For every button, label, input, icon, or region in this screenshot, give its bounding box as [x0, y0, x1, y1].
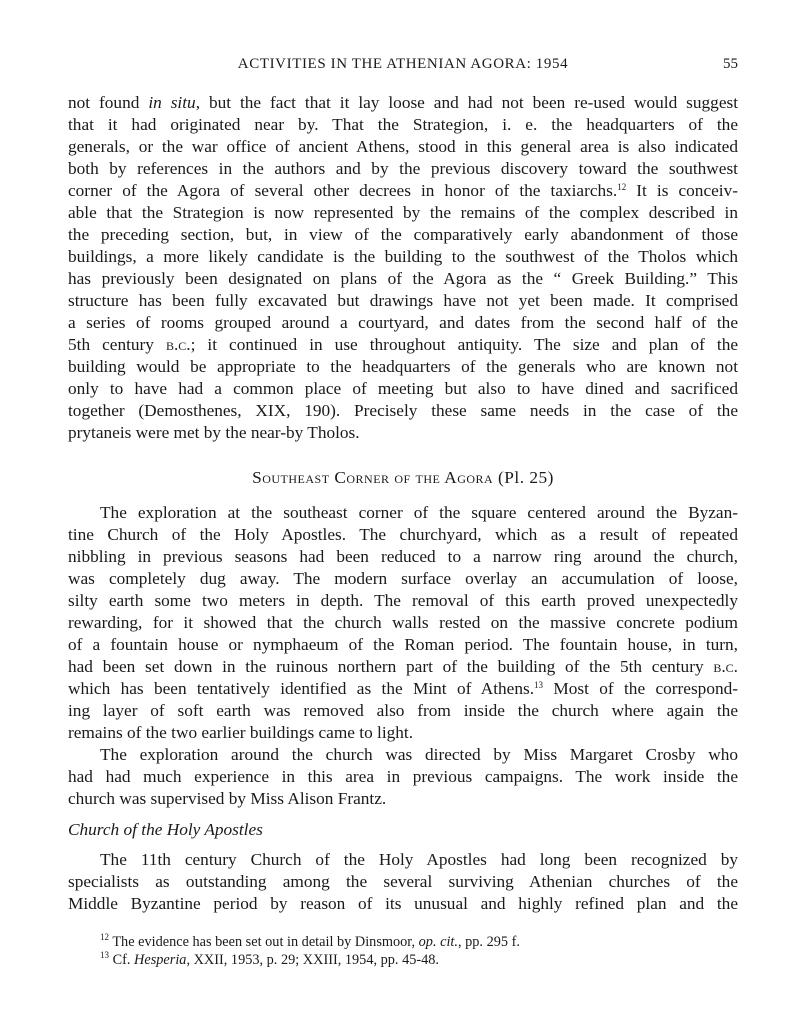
body-line: a series of rooms grouped around a courtyard, and dates from the second half of the	[68, 313, 738, 332]
body-line: specialists as outstanding among the several surviving Athenian churches of the	[68, 872, 738, 891]
body-line: which has been tentatively identified as the Mint of Athens.$^{13}$ Most of the correspond-	[68, 679, 738, 698]
body-line: remains of the two earlier buildings came to light.	[68, 723, 414, 742]
footnote-ref[interactable]: 13	[534, 680, 544, 690]
body-line: generals, or the war office of ancient Athens, stood in this general area is also indicated	[68, 137, 738, 156]
body-line: together (Demosthenes, XIX, 190). Precisely these same needs in the case of the	[68, 401, 738, 420]
body-line: 5th century b.c.; it continued in use throughout antiquity. The size and plan of the	[68, 335, 739, 354]
footnote-ref[interactable]: 12	[617, 182, 627, 192]
body-line: had had much experience in this area in previous campaigns. The work inside the	[68, 767, 738, 786]
body-line: was completely dug away. The modern surface overlay an accumulation of loose,	[68, 569, 738, 588]
subsection-heading: Church of the Holy Apostles	[68, 820, 263, 839]
body-line: that it had originated near by. That the Strategion, i. e. the headquarters of the	[68, 115, 738, 134]
body-line: has previously been designated on plans of the Agora as the “ Greek Building.” This	[68, 269, 738, 288]
body-line: corner of the Agora of several other decrees in honor of the taxiarchs.$^{12}$ It is conceiv-	[68, 181, 738, 200]
body-line: of a fountain house or nymphaeum of the Roman period. The fountain house, in turn,	[68, 635, 738, 654]
body-line: had been set down in the ruinous northern part of the building of the 5th century b.c.	[68, 657, 738, 676]
body-line: nibbling in previous seasons had been reduced to a narrow ring around the church,	[68, 547, 738, 566]
body-line: Middle Byzantine period by reason of its unusual and highly refined plan and the	[68, 894, 738, 913]
body-line: structure has been fully excavated but drawings have not yet been made. It comprised	[68, 291, 738, 310]
footnote-13: $^{13}$ Cf. Hesperia, XXII, 1953, p. 29; XXIII, 1954, pp. 45-48.	[100, 950, 440, 968]
body-line: both by references in the authors and by the previous discovery toward the southwest	[68, 159, 738, 178]
body-line: not found in situ, but the fact that it lay loose and had not been re-used would suggest	[68, 93, 739, 112]
body-line: able that the Strategion is now represented by the remains of the complex described in	[68, 203, 738, 222]
body-line: tine Church of the Holy Apostles. The churchyard, which as a result of repeated	[68, 525, 738, 544]
body-line: rewarding, for it showed that the church walls rested on the massive concrete podium	[68, 613, 738, 632]
page-header	[68, 56, 738, 78]
body-line: building would be appropriate to the headquarters of the generals who are known not	[68, 357, 738, 376]
body-line: prytaneis were met by the near-by Tholos.	[68, 423, 360, 442]
body-line: church was supervised by Miss Alison Frantz.	[68, 789, 387, 808]
body-line: buildings, a more likely candidate is the building to the southwest of the Tholos which	[68, 247, 738, 266]
body-line: silty earth some two meters in depth. The removal of this earth proved unexpectedly	[68, 591, 738, 610]
body-line: the preceding section, but, in view of the comparatively early abandonment of those	[68, 225, 738, 244]
body-line: only to have had a common place of meeting but also to have dined and sacrificed	[68, 379, 738, 398]
body-line: ing layer of soft earth was removed also from inside the church where again the	[68, 701, 738, 720]
running-title: ACTIVITIES IN THE ATHENIAN AGORA: 1954	[237, 56, 569, 72]
section-heading: Southeast Corner of the Agora (Pl. 25)	[252, 468, 554, 487]
body-line: The exploration at the southeast corner of the square centered around the Byzan-	[100, 503, 738, 522]
page-number: 55	[723, 56, 738, 72]
footnote-12: $^{12}$ The evidence has been set out in detail by Dinsmoor, op. cit., pp. 295 f.	[100, 932, 520, 950]
body-line: The exploration around the church was directed by Miss Margaret Crosby who	[100, 745, 738, 764]
body-line: The 11th century Church of the Holy Apostles had long been recognized by	[100, 850, 738, 869]
